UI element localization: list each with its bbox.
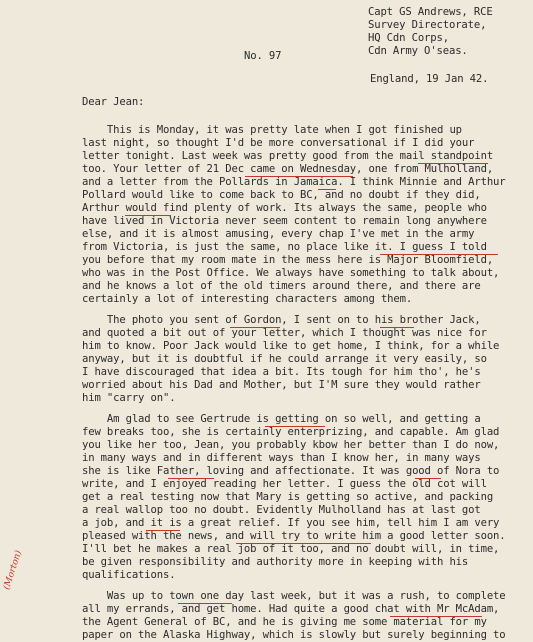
header-line-rank: Capt GS Andrews, RCE [368,6,493,18]
body-line: Arthur would find plenty of work. Its always the same, people who [82,202,487,214]
pencil-underline [390,616,482,617]
body-line: letter tonight. Last week was pretty good from the mail standpoint [82,150,494,162]
body-line: I'll bet he makes a real job of it too, and no doubt will, in time, [82,543,500,555]
body-line: I have discouraged that idea a bit. Its tough for him tho', he's [82,366,481,378]
pencil-underline [418,163,488,164]
pencil-underline [380,254,498,255]
body-line: you before that my room mate in the mess here is Major Bloomfield, [82,254,494,266]
body-line: few breaks too, she is certainly enterprizing, and capable. Am glad [82,426,500,438]
pencil-underline [245,176,353,177]
pencil-underline [318,189,336,190]
pencil-underline [380,327,414,328]
body-line: worried about his Dad and Mother, but I'M sure they would rather [82,379,481,391]
body-line: else, and it is almost amusing, every chap I've met in the army [82,228,475,240]
body-line: the Agent General of BC, and he is giving me some material for my [82,616,487,628]
body-line: be given responsibility and authority more in keeping with his [82,556,469,568]
body-line: and quoted a bit out of your letter, which I thought was nice for [82,327,487,339]
pencil-underline [178,603,232,604]
body-line: paper on the Alaska Highway, which is slowly but surely beginning to [82,629,506,641]
header-line-unit: Survey Directorate, [368,19,487,31]
body-line: from Victoria, is just the same, no place like it. I guess I told [82,241,487,253]
body-line: him "carry on". [82,392,176,404]
pencil-underline [125,215,171,216]
body-line: a real wallop too no doubt. Evidently Mulholland has at last got [82,504,481,516]
body-line: pleased with the news, and will try to write him a good letter soon. [82,530,506,542]
margin-note: (Morton) [2,549,25,592]
body-line: she is like Father, loving and affectionate. It was good of Nora to [82,465,500,477]
pencil-underline [236,543,371,544]
pencil-underline [168,478,214,479]
body-line: get a real testing now that Mary is getting so active, and packing [82,491,494,503]
body-line: Was up to town one day last week, but it was a rush, to complete [82,590,506,602]
body-line: him to know. Poor Jack would like to get home, I think, for a while [82,340,500,352]
body-line: who was in the Post Office. We always have something to talk about, [82,267,500,279]
pencil-underline [415,478,441,479]
body-line: a job, and it is a great relief. If you see him, tell him I am very [82,517,500,529]
body-line: The photo you sent of Gordon, I sent on to his brother Jack, [82,314,481,326]
body-line: qualifications. [82,569,176,581]
body-line: anyway, but it is doubtful if he could arrange it very easily, so [82,353,487,365]
body-line: you like her too, Jean, you probably kbow her better than I do now, [82,439,500,451]
pencil-underline [265,426,325,427]
letter-number: No. 97 [244,50,282,62]
body-line: certainly a lot of interesting characters among them. [82,293,413,305]
body-line: write, and I enjoyed reading her letter. I guess the old cot will [82,478,487,490]
header-line-army: Cdn Army O'seas. [368,45,468,57]
pencil-underline [230,327,280,328]
body-line: in many ways and in different ways than I know her, in many ways [82,452,481,464]
pencil-underline [146,530,180,531]
letter-date: England, 19 Jan 42. [370,73,489,85]
salutation: Dear Jean: [82,96,145,108]
body-line: This is Monday, it was pretty late when I got finished up [82,124,462,136]
body-line: Pollard would like to come back to BC, and no doubt if they did, [82,189,481,201]
body-line: last night, so thought I'd be more conversational if I did your [82,137,475,149]
header-line-hq: HQ Cdn Corps, [368,32,449,44]
body-line: Am glad to see Gertrude is getting on so well, and getting a [82,413,481,425]
body-line: too. Your letter of 21 Dec came on Wednesday, one from Mulholland, [82,163,494,175]
body-line: and he knows a lot of the old timers around there, and there are [82,280,481,292]
body-line: all my errands, and get home. Had quite a good chat with Mr McAdam, [82,603,500,615]
body-line: have lived in Victoria never seem content to remain long anywhere [82,215,487,227]
body-line: and a letter from the Pollards in Jamaica. I think Minnie and Arthur [82,176,506,188]
